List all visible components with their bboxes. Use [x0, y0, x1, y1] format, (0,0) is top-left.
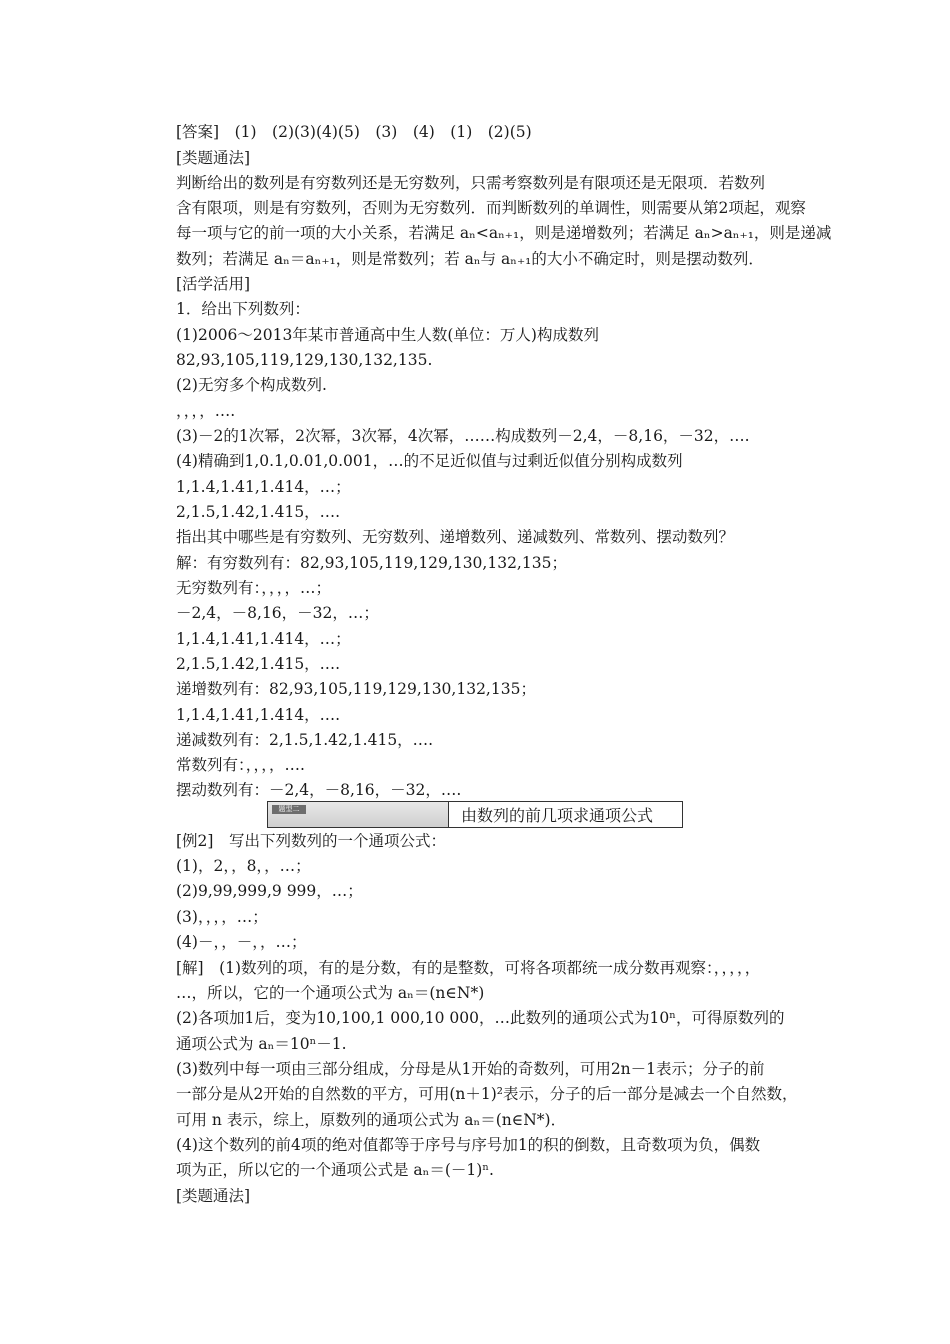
- solution-line: 无穷数列有：，，，，…；: [176, 579, 332, 597]
- method-text-line-1: 判断给出的数列是有穷数列还是无穷数列，只需考察数列是有限项还是无限项．若数列: [176, 174, 766, 192]
- practice-line: (3)－2的1次幂，2次幂，3次幂，4次幂，……构成数列－2,4，－8,16，－32，….: [176, 427, 750, 445]
- method-heading: [类题通法]: [176, 149, 251, 167]
- practice-line: 指出其中哪些是有穷数列、无穷数列、递增数列、递减数列、常数列、摆动数列？: [176, 528, 735, 546]
- practice-line: (2)无穷多个构成数列.: [176, 376, 327, 394]
- example-solution-line: (2)各项加1后，变为10,100,1 000,10 000，…此数列的通项公式为10ⁿ，可得原数列的: [176, 1009, 785, 1027]
- example-solution-line: 项为正，所以它的一个通项公式是 aₙ＝(－1)ⁿ.: [176, 1161, 494, 1179]
- example-line: (4)－，，－，，…；: [176, 933, 307, 951]
- section-banner: [267, 801, 683, 828]
- solution-line: 2,1.5,1.42,1.415，….: [176, 655, 341, 673]
- example-solution-line: …，所以，它的一个通项公式为 aₙ＝(n∈N*): [176, 984, 485, 1002]
- example-solution-line: 通项公式为 aₙ＝10ⁿ－1.: [176, 1035, 347, 1053]
- method-text-line-2: 含有限项，则是有穷数列，否则为无穷数列．而判断数列的单调性，则需要从第2项起，观察: [176, 199, 806, 217]
- method-text-line-3: 每一项与它的前一项的大小关系，若满足 aₙ<aₙ₊₁，则是递增数列；若满足 aₙ>aₙ₊₁，则是递减: [176, 224, 832, 242]
- practice-heading: [活学活用]: [176, 275, 251, 293]
- practice-line: 2,1.5,1.42,1.415，….: [176, 503, 341, 521]
- example-heading: [例2] 写出下列数列的一个通项公式：: [176, 832, 446, 850]
- practice-line: (1)2006～2013年某市普通高中生人数(单位：万人)构成数列: [176, 326, 599, 344]
- solution-line: 递减数列有：2,1.5,1.42,1.415，….: [176, 731, 434, 749]
- method-heading: [类题通法]: [176, 1187, 251, 1205]
- banner-tag: [268, 802, 449, 827]
- practice-line: 82,93,105,119,129,130,132,135.: [176, 351, 433, 369]
- practice-line: 1,1.4,1.41,1.414，…；: [176, 478, 351, 496]
- solution-line: 递增数列有：82,93,105,119,129,130,132,135；: [176, 680, 536, 698]
- example-line: (3)，，，，…；: [176, 908, 268, 926]
- example-solution-line: 可用 n 表示，综上，原数列的通项公式为 aₙ＝(n∈N*)．: [176, 1111, 567, 1129]
- example-solution-line: (4)这个数列的前4项的绝对值都等于序号与序号加1的积的倒数，且奇数项为负，偶数: [176, 1136, 761, 1154]
- method-text-line-4: 数列；若满足 aₙ＝aₙ₊₁，则是常数列；若 aₙ与 aₙ₊₁的大小不确定时，则是摆动数列．: [176, 250, 764, 268]
- example-line: (2)9,99,999,9 999，…；: [176, 882, 363, 900]
- example-solution-line: [解] (1)数列的项，有的是分数，有的是整数，可将各项都统一成分数再观察：，，，，，: [176, 959, 761, 977]
- example-solution-line: 一部分是从2开始的自然数的平方，可用(n＋1)²表示，分子的后一部分是减去一个自然数，: [176, 1085, 798, 1103]
- solution-line: －2,4，－8,16，－32，…；: [176, 604, 379, 622]
- solution-line: 解：有穷数列有：82,93,105,119,129,130,132,135；: [176, 554, 567, 572]
- solution-line: 摆动数列有：－2,4，－8,16，－32，….: [176, 781, 462, 799]
- solution-line: 1,1.4,1.41,1.414，…；: [176, 630, 351, 648]
- example-solution-line: (3)数列中每一项由三部分组成，分母是从1开始的奇数列，可用2n－1表示；分子的前: [176, 1060, 765, 1078]
- practice-line: ，，，，….: [176, 402, 236, 420]
- example-line: (1)，2，，8，，…；: [176, 857, 311, 875]
- practice-line: 1．给出下列数列：: [176, 300, 310, 318]
- practice-line: (4)精确到1,0.1,0.01,0.001，…的不足近似值与过剩近似值分别构成数列: [176, 452, 683, 470]
- solution-line: 常数列有：，，，，….: [176, 756, 305, 774]
- banner-title: 由数列的前几项求通项公式: [461, 806, 654, 825]
- answer-line: [答案] (1) (2)(3)(4)(5) (3) (4) (1) (2)(5): [176, 123, 532, 141]
- solution-line: 1,1.4,1.41,1.414，….: [176, 706, 341, 724]
- banner-tag-label: 题型二: [272, 805, 306, 814]
